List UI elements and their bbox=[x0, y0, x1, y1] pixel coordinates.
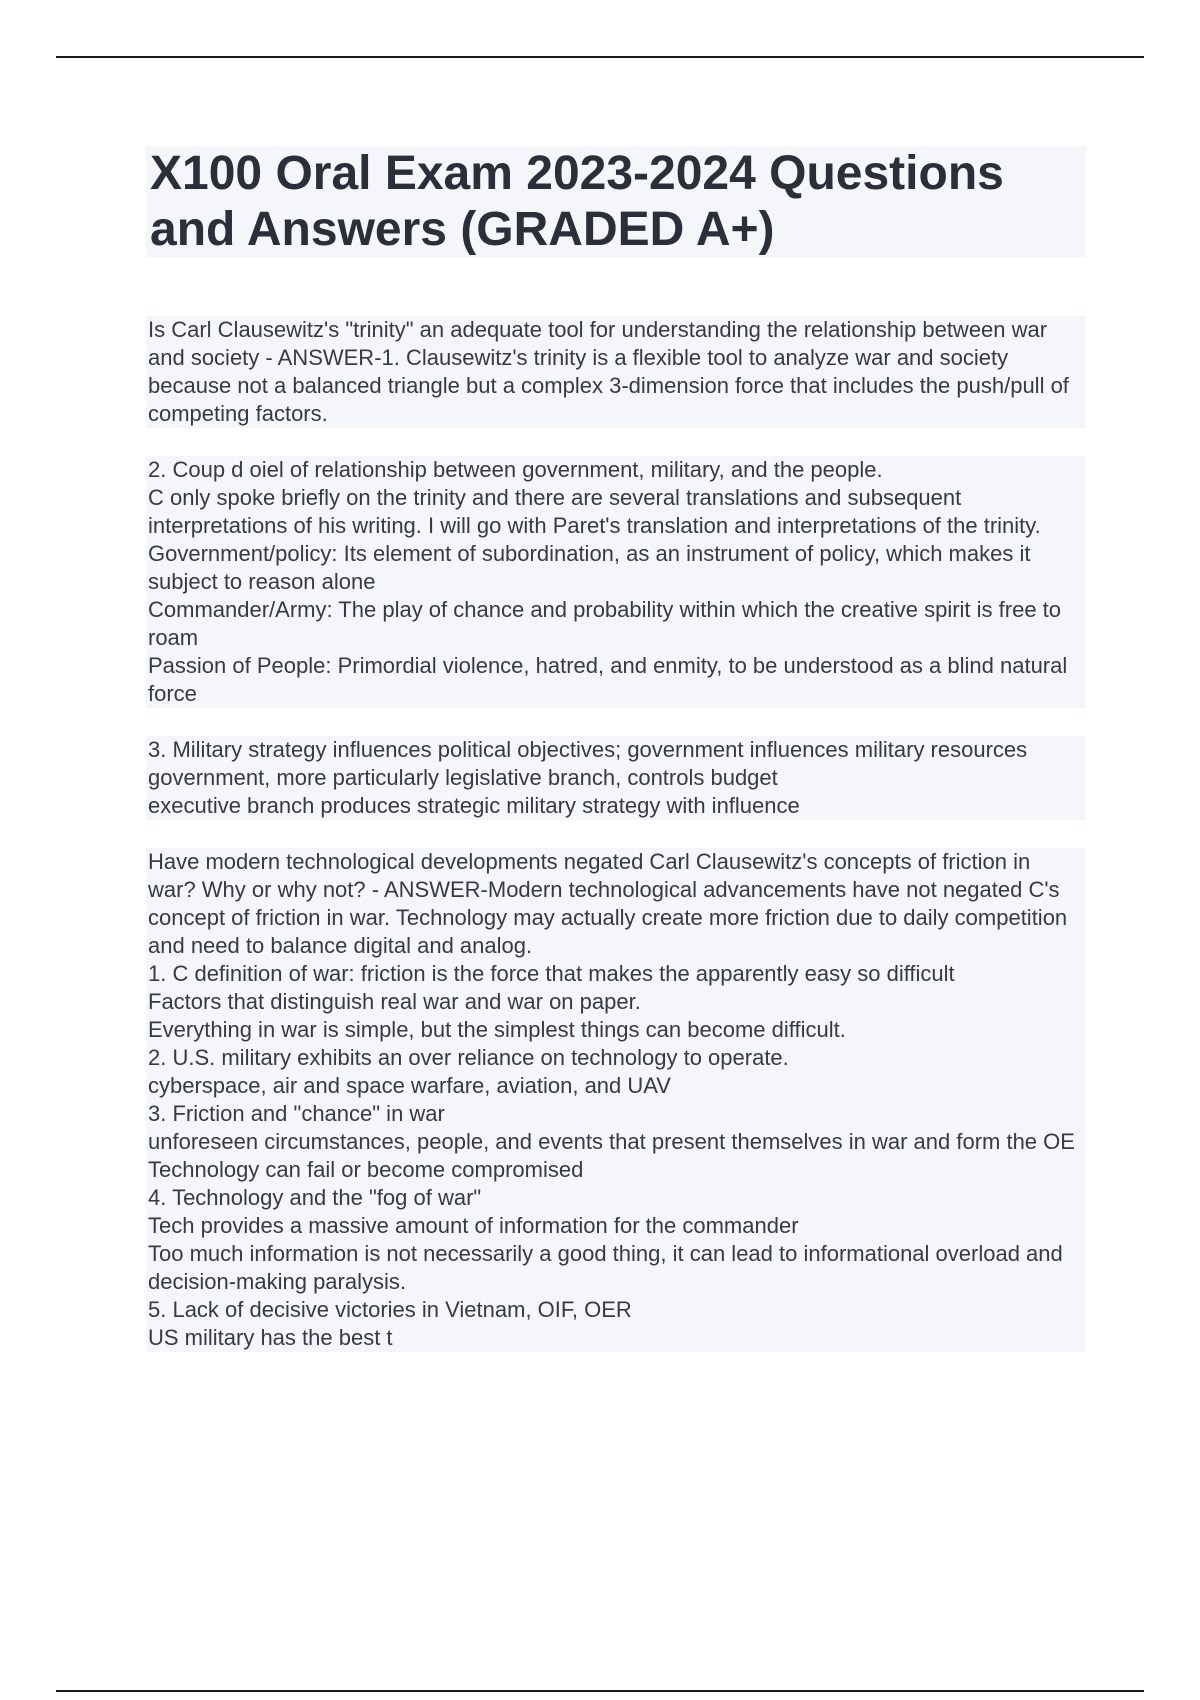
paragraph-line: Passion of People: Primordial violence, hatred, and enmity, to be understood as a blind natural force bbox=[146, 652, 1086, 708]
section-4 bbox=[146, 848, 1086, 1352]
paragraph-line: executive branch produces strategic military strategy with influence bbox=[146, 792, 1086, 820]
paragraph-line: 3. Military strategy influences political objectives; government influences military resources bbox=[146, 736, 1086, 764]
paragraph-line: Too much information is not necessarily a good thing, it can lead to informational overload and decision-making paralysis. bbox=[146, 1240, 1086, 1296]
paragraph-line: C only spoke briefly on the trinity and there are several translations and subsequent interpretations of his writing. I will go with Paret's translation and interpretations of the trinity. bbox=[146, 484, 1086, 540]
paragraph-line: US military has the best t bbox=[146, 1324, 1086, 1352]
paragraph-line: Have modern technological developments negated Carl Clausewitz's concepts of friction in war? Why or why not? - ANSWER-Modern technological advancements have not negated C's concept of friction in war. Technology may actually create more friction due to daily competition and need to balance digital and analog. bbox=[146, 848, 1086, 960]
paragraph-line: 3. Friction and "chance" in war bbox=[146, 1100, 1086, 1128]
paragraph-line: 5. Lack of decisive victories in Vietnam, OIF, OER bbox=[146, 1296, 1086, 1324]
paragraph-line: Commander/Army: The play of chance and probability within which the creative spirit is free to roam bbox=[146, 596, 1086, 652]
paragraph-line: Technology can fail or become compromised bbox=[146, 1156, 1086, 1184]
section-1 bbox=[146, 316, 1086, 428]
paragraph-line: cyberspace, air and space warfare, aviation, and UAV bbox=[146, 1072, 1086, 1100]
paragraph-line: unforeseen circumstances, people, and events that present themselves in war and form the OE bbox=[146, 1128, 1086, 1156]
section-2 bbox=[146, 456, 1086, 708]
paragraph-line: 4. Technology and the "fog of war" bbox=[146, 1184, 1086, 1212]
bottom-rule bbox=[56, 1690, 1144, 1692]
paragraph-line: 1. C definition of war: friction is the force that makes the apparently easy so difficult bbox=[146, 960, 1086, 988]
paragraph-line: Factors that distinguish real war and war on paper. bbox=[146, 988, 1086, 1016]
paragraph-line: 2. U.S. military exhibits an over reliance on technology to operate. bbox=[146, 1044, 1086, 1072]
document-title: X100 Oral Exam 2023-2024 Questions and Answers (GRADED A+) bbox=[146, 146, 1086, 258]
section-3 bbox=[146, 736, 1086, 820]
paragraph-line: Government/policy: Its element of subordination, as an instrument of policy, which makes it subject to reason alone bbox=[146, 540, 1086, 596]
paragraph-line: Is Carl Clausewitz's "trinity" an adequate tool for understanding the relationship between war and society - ANSWER-1. Clausewitz's trinity is a flexible tool to analyze war and society because not a balanced triangle but a complex 3-dimension force that includes the push/pull of competing factors. bbox=[146, 316, 1086, 428]
paragraph-line: Tech provides a massive amount of information for the commander bbox=[146, 1212, 1086, 1240]
top-rule bbox=[56, 56, 1144, 58]
paragraph-line: Everything in war is simple, but the simplest things can become difficult. bbox=[146, 1016, 1086, 1044]
paragraph-line: government, more particularly legislative branch, controls budget bbox=[146, 764, 1086, 792]
document-body bbox=[146, 146, 1086, 1380]
paragraph-line: 2. Coup d oiel of relationship between government, military, and the people. bbox=[146, 456, 1086, 484]
